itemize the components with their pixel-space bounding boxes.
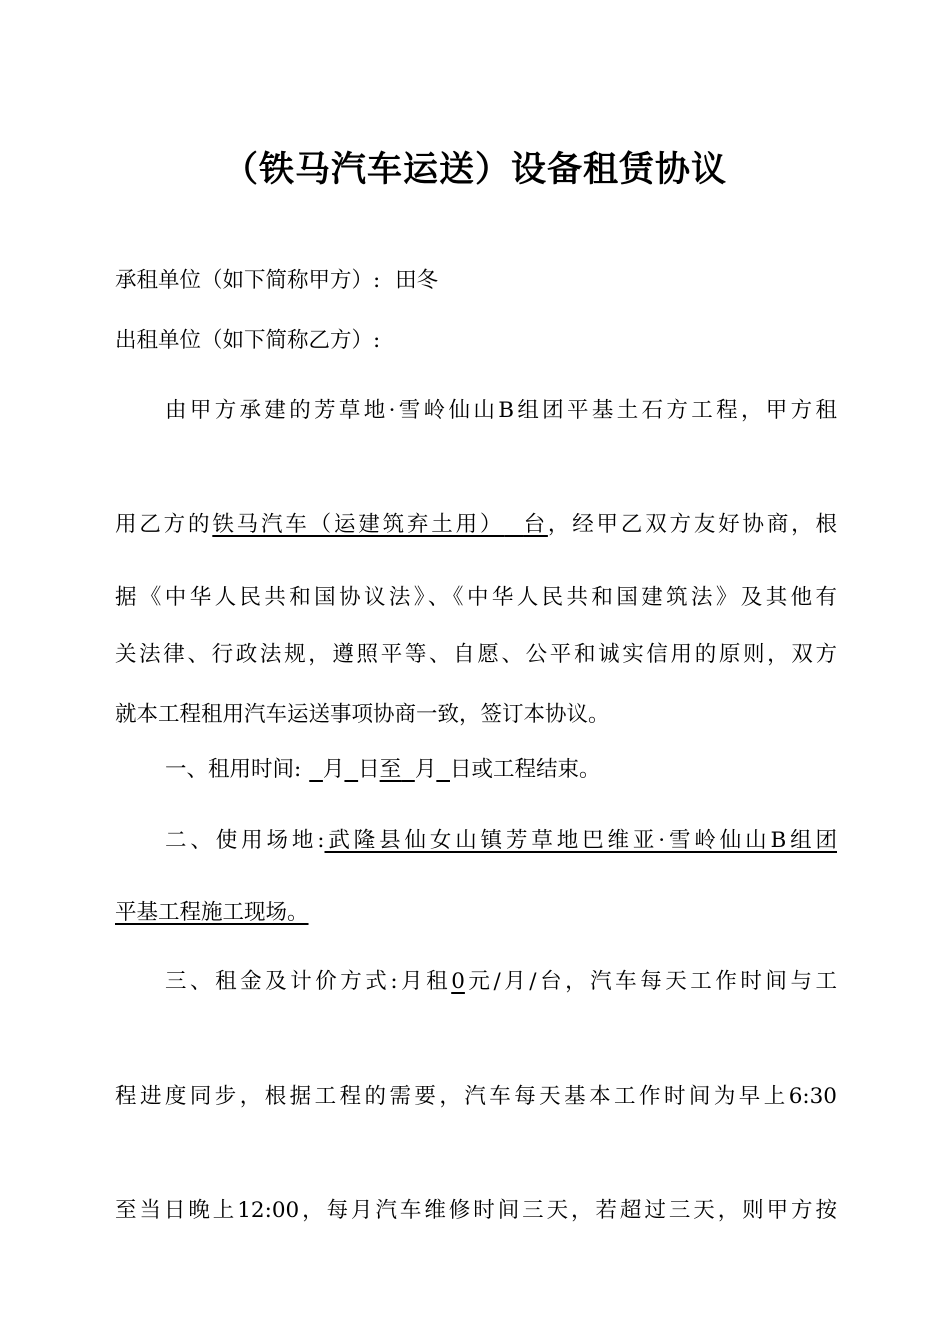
lessor-label: 出租单位（如下简称乙方）: xyxy=(115,328,381,353)
intro-line-5: 就本工程租用汽车运送事项协商一致，签订本协议。 xyxy=(115,702,610,727)
end-month-blank xyxy=(401,757,415,782)
intro-text-b: ，经甲乙双方友好协商，根 xyxy=(547,512,837,537)
intro-line-4: 关法律、行政法规，遵照平等、自愿、公平和诚实信用的原则，双方 xyxy=(115,642,837,667)
site-location: 武隆县仙女山镇芳草地巴维亚·雪岭仙山B组团 xyxy=(324,828,837,853)
intro-line-2 xyxy=(115,510,837,540)
end-day-blank xyxy=(436,757,450,782)
clause-1 xyxy=(115,755,837,785)
clause-3-line-1 xyxy=(115,967,837,997)
clause-2-line-1 xyxy=(115,826,837,856)
clause-3-text-a: 三、租金及计价方式:月租 xyxy=(165,969,452,994)
lessee-name: 田冬 xyxy=(395,268,439,293)
equipment-name: 铁马汽车（运建筑弃土用） xyxy=(212,512,505,537)
start-month-blank xyxy=(309,757,323,782)
clause-1-label: 一、租用时间: xyxy=(165,757,302,782)
rent-value: 0 xyxy=(451,969,465,994)
intro-text-a: 用乙方的 xyxy=(115,512,213,537)
intro-line-1: 由甲方承建的芳草地·雪岭仙山B组团平基土石方工程，甲方租 xyxy=(165,398,837,423)
intro-line-3: 据《中华人民共和国协议法》、《中华人民共和国建筑法》及其他有 xyxy=(115,585,837,610)
end-month-unit: 月 xyxy=(414,757,437,782)
end-day-text: 日或工程结束。 xyxy=(450,757,601,782)
document-title: （铁马汽车运送）设备租赁协议 xyxy=(222,150,727,190)
to-text: 至 xyxy=(379,757,402,782)
start-day-blank xyxy=(344,757,358,782)
equipment-count-blank xyxy=(504,512,523,537)
clause-3-line-2: 程进度同步，根据工程的需要，汽车每天基本工作时间为早上6:30 xyxy=(115,1084,837,1109)
start-month-unit: 月 xyxy=(322,757,345,782)
clause-3-line-3: 至当日晚上12:00，每月汽车维修时间三天，若超过三天，则甲方按 xyxy=(115,1198,837,1223)
equipment-unit: 台 xyxy=(523,512,548,537)
clause-2-line-2 xyxy=(115,898,837,928)
site-location-cont: 平基工程施工现场。 xyxy=(115,900,309,925)
lessee-line xyxy=(115,266,837,296)
start-day-unit: 日 xyxy=(358,757,380,782)
clause-3-text-b: 元/月/台，汽车每天工作时间与工 xyxy=(464,969,837,994)
clause-2-label: 二、使用场地: xyxy=(165,828,325,853)
lessor-line xyxy=(115,326,837,356)
lessee-label: 承租单位（如下简称甲方）: xyxy=(115,268,381,293)
